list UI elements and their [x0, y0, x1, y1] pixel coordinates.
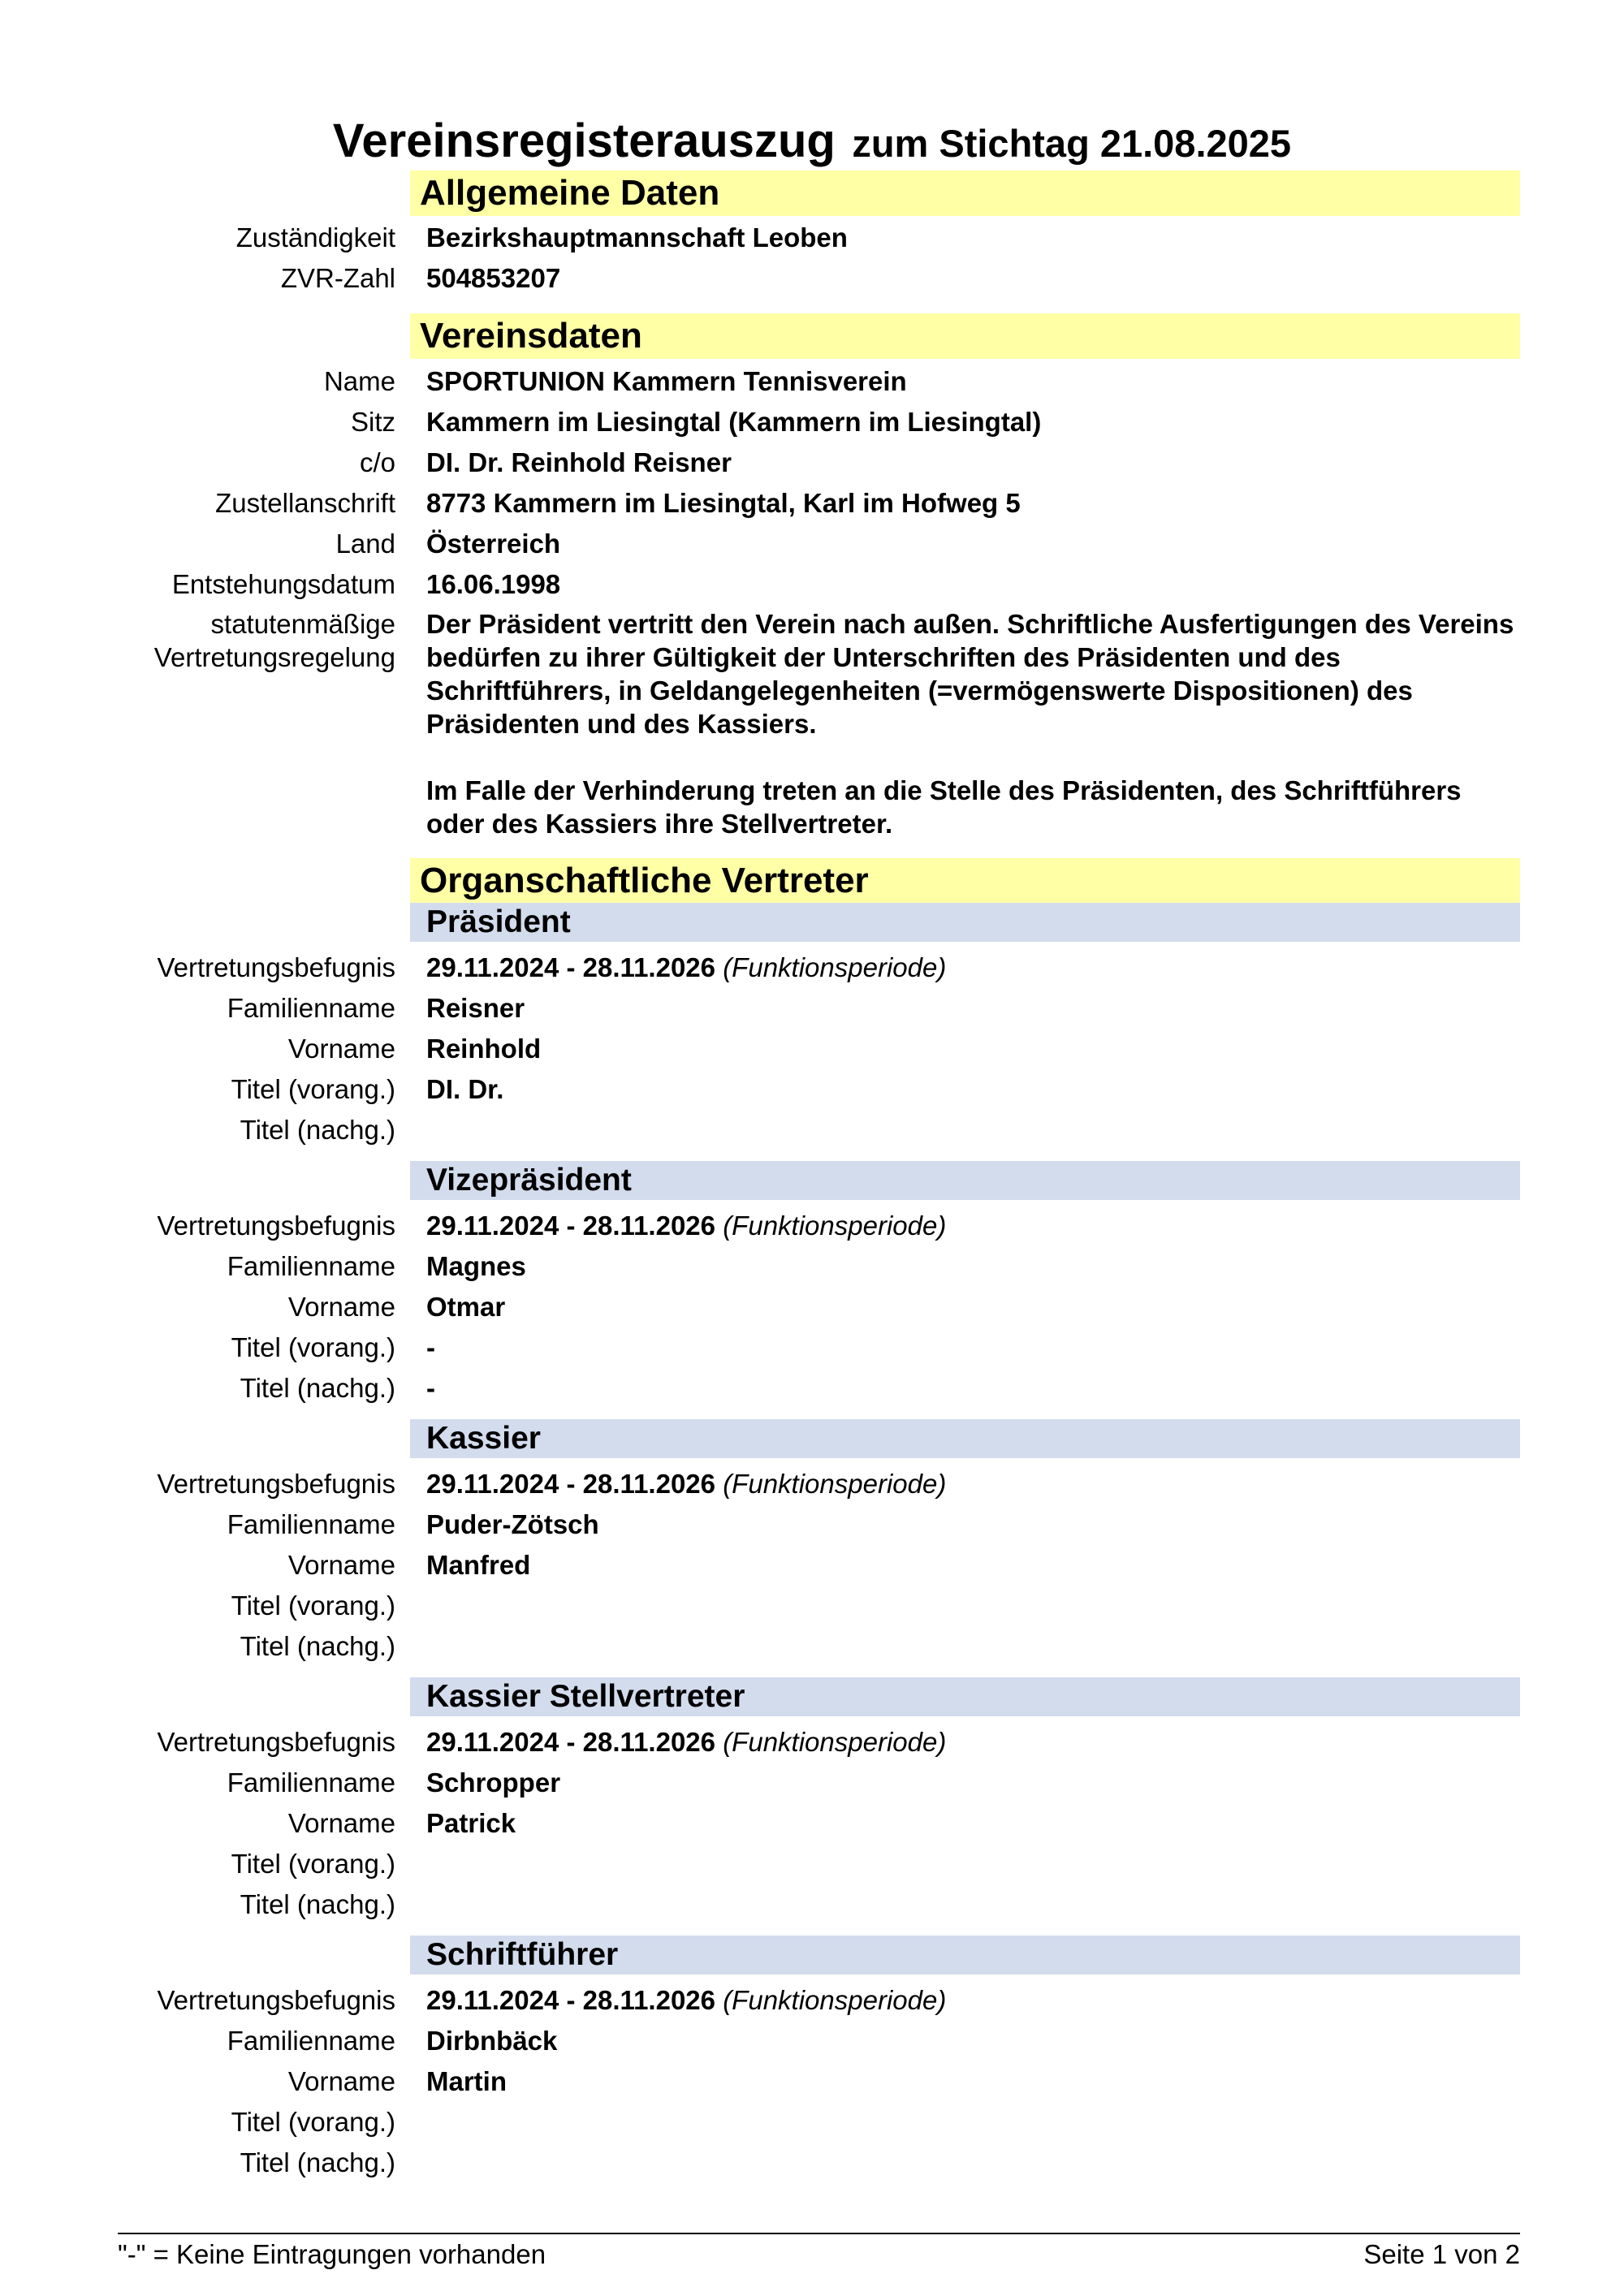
label-titel-vor: Titel (vorang.) [231, 1849, 395, 1879]
representative-role: Schriftführer [410, 1936, 1520, 1974]
label-vertretungsregelung-line1: statutenmäßige [210, 609, 395, 639]
representative-row-vorname [0, 1545, 1624, 1586]
period-note: (Funktionsperiode) [723, 1211, 947, 1241]
representative-row-familienname [0, 2021, 1624, 2061]
section-allgemeine-daten: Allgemeine Daten [410, 170, 1520, 216]
label-titel-vor: Titel (vorang.) [231, 2107, 395, 2137]
row-zustaendigkeit [0, 218, 1624, 258]
representative-role: Vizepräsident [410, 1161, 1520, 1200]
period-note: (Funktionsperiode) [723, 952, 947, 982]
section-vereinsdaten: Vereinsdaten [410, 313, 1520, 359]
period-note: (Funktionsperiode) [723, 1469, 947, 1499]
value-vertretungsbefugnis [426, 1980, 946, 2021]
representative-role: Präsident [410, 903, 1520, 942]
value-titel-vor: - [426, 1332, 435, 1362]
label-titel-nach: Titel (nachg.) [240, 1115, 395, 1145]
label-titel-nach: Titel (nachg.) [240, 1373, 395, 1403]
value-vertretungsbefugnis [426, 1722, 946, 1763]
row-zustellanschrift [0, 483, 1624, 524]
representative-row-familienname [0, 988, 1624, 1029]
value-vertretungsbefugnis [426, 947, 946, 988]
period-dates: 29.11.2024 - 28.11.2026 [426, 1469, 716, 1499]
label-zustellanschrift: Zustellanschrift [215, 488, 395, 518]
label-familienname: Familienname [227, 1767, 395, 1798]
value-entstehungsdatum: 16.06.1998 [426, 569, 561, 599]
label-familienname: Familienname [227, 993, 395, 1023]
representative-row-familienname [0, 1504, 1624, 1545]
representative-row-titel-nach [0, 2143, 1624, 2183]
period-dates: 29.11.2024 - 28.11.2026 [426, 1727, 716, 1757]
representative-role: Kassier Stellvertreter [410, 1677, 1520, 1716]
representative-row-familienname [0, 1246, 1624, 1287]
value-sitz: Kammern im Liesingtal (Kammern im Liesingtal) [426, 407, 1042, 437]
label-titel-nach: Titel (nachg.) [240, 1889, 395, 1919]
label-titel-vor: Titel (vorang.) [231, 1590, 395, 1621]
label-name: Name [323, 366, 395, 396]
vertretungsregelung-paragraph-1: Der Präsident vertritt den Verein nach außen. Schriftliche Ausfertigungen des Vereins bedürfen zu ihrer Gültigkeit der Unterschriften des Präsidenten und des Schriftführers, in Geldangelegenheiten (=vermögenswerte Dispositionen) des Präsidenten und des Kassiers. [426, 609, 1514, 739]
value-familienname: Puder-Zötsch [426, 1509, 599, 1539]
representative-row-vorname [0, 1803, 1624, 1844]
representative-row-titel-vor [0, 1844, 1624, 1884]
representative-row-vorname [0, 1029, 1624, 1069]
label-co: c/o [359, 447, 395, 477]
label-familienname: Familienname [227, 1509, 395, 1539]
representative-row-titel-nach [0, 1110, 1624, 1150]
representative-row-familienname [0, 1763, 1624, 1803]
representative-row-vorname [0, 2061, 1624, 2102]
value-name: SPORTUNION Kammern Tennisverein [426, 366, 907, 396]
label-vorname: Vorname [287, 1550, 395, 1580]
representative-row-titel-vor [0, 1586, 1624, 1626]
document-title [0, 114, 1624, 168]
page-number: Seite 1 von 2 [1363, 2239, 1520, 2269]
representative-role: Kassier [410, 1419, 1520, 1458]
value-vorname: Reinhold [426, 1034, 542, 1064]
period-note: (Funktionsperiode) [723, 1985, 947, 2015]
vertretungsregelung-paragraph-2: Im Falle der Verhinderung treten an die Stelle des Präsidenten, des Schriftführers oder des Kassiers ihre Stellvertreter. [426, 775, 1462, 839]
label-titel-nach: Titel (nachg.) [240, 1631, 395, 1661]
label-sitz: Sitz [350, 407, 395, 437]
footer-legend: "-" = Keine Eintragungen vorhanden [118, 2239, 546, 2269]
title-main: Vereinsregisterauszug [332, 114, 836, 167]
label-zvr-zahl: ZVR-Zahl [280, 263, 395, 293]
label-titel-vor: Titel (vorang.) [231, 1074, 395, 1104]
row-co [0, 442, 1624, 483]
representative-row-titel-nach [0, 1368, 1624, 1409]
value-familienname: Reisner [426, 993, 525, 1023]
value-titel-vor: DI. Dr. [426, 1074, 504, 1104]
value-zvr-zahl: 504853207 [426, 263, 561, 293]
value-familienname: Magnes [426, 1251, 526, 1281]
row-entstehungsdatum [0, 564, 1624, 605]
label-zustaendigkeit: Zuständigkeit [235, 222, 395, 252]
row-sitz [0, 402, 1624, 442]
period-note: (Funktionsperiode) [723, 1727, 947, 1757]
label-entstehungsdatum: Entstehungsdatum [171, 569, 395, 599]
label-vorname: Vorname [287, 1292, 395, 1322]
label-titel-vor: Titel (vorang.) [231, 1332, 395, 1362]
representative-row-befugnis [0, 947, 1624, 988]
value-vorname: Martin [426, 2066, 507, 2096]
representative-row-befugnis [0, 1980, 1624, 2021]
label-vorname: Vorname [287, 1034, 395, 1064]
value-vertretungsregelung [426, 607, 1520, 840]
representative-row-titel-vor [0, 2102, 1624, 2143]
period-dates: 29.11.2024 - 28.11.2026 [426, 952, 716, 982]
value-titel-nach: - [426, 1373, 435, 1403]
value-familienname: Schropper [426, 1767, 561, 1798]
representative-row-titel-vor [0, 1327, 1624, 1368]
period-dates: 29.11.2024 - 28.11.2026 [426, 1985, 716, 2015]
value-vorname: Patrick [426, 1808, 516, 1838]
representative-row-befugnis [0, 1464, 1624, 1504]
row-name [0, 361, 1624, 402]
row-land [0, 524, 1624, 564]
value-vertretungsbefugnis [426, 1464, 946, 1504]
label-familienname: Familienname [227, 1251, 395, 1281]
representative-row-befugnis [0, 1722, 1624, 1763]
value-zustellanschrift: 8773 Kammern im Liesingtal, Karl im Hofweg 5 [426, 488, 1021, 518]
label-vorname: Vorname [287, 1808, 395, 1838]
section-organschaftliche-vertreter: Organschaftliche Vertreter [410, 858, 1520, 904]
label-befugnis: Vertretungsbefugnis [157, 1727, 395, 1757]
label-vertretungsregelung-line2: Vertretungsregelung [153, 642, 395, 672]
value-familienname: Dirbnbäck [426, 2026, 558, 2056]
label-vertretungsregelung [154, 607, 395, 674]
representative-row-titel-nach [0, 1884, 1624, 1925]
label-land: Land [335, 529, 395, 559]
period-dates: 29.11.2024 - 28.11.2026 [426, 1211, 716, 1241]
title-date: zum Stichtag 21.08.2025 [852, 122, 1292, 165]
value-vorname: Otmar [426, 1292, 506, 1322]
label-familienname: Familienname [227, 2026, 395, 2056]
value-vorname: Manfred [426, 1550, 531, 1580]
representative-row-titel-nach [0, 1626, 1624, 1667]
row-zvr-zahl [0, 258, 1624, 299]
label-befugnis: Vertretungsbefugnis [157, 1211, 395, 1241]
label-titel-nach: Titel (nachg.) [240, 2147, 395, 2177]
representative-row-befugnis [0, 1206, 1624, 1246]
representative-row-vorname [0, 1287, 1624, 1327]
label-befugnis: Vertretungsbefugnis [157, 952, 395, 982]
value-zustaendigkeit: Bezirkshauptmannschaft Leoben [426, 222, 848, 252]
value-land: Österreich [426, 529, 561, 559]
value-vertretungsbefugnis [426, 1206, 946, 1246]
representative-row-titel-vor [0, 1069, 1624, 1110]
value-co: DI. Dr. Reinhold Reisner [426, 447, 732, 477]
label-vorname: Vorname [287, 2066, 395, 2096]
label-befugnis: Vertretungsbefugnis [157, 1469, 395, 1499]
label-befugnis: Vertretungsbefugnis [157, 1985, 395, 2015]
